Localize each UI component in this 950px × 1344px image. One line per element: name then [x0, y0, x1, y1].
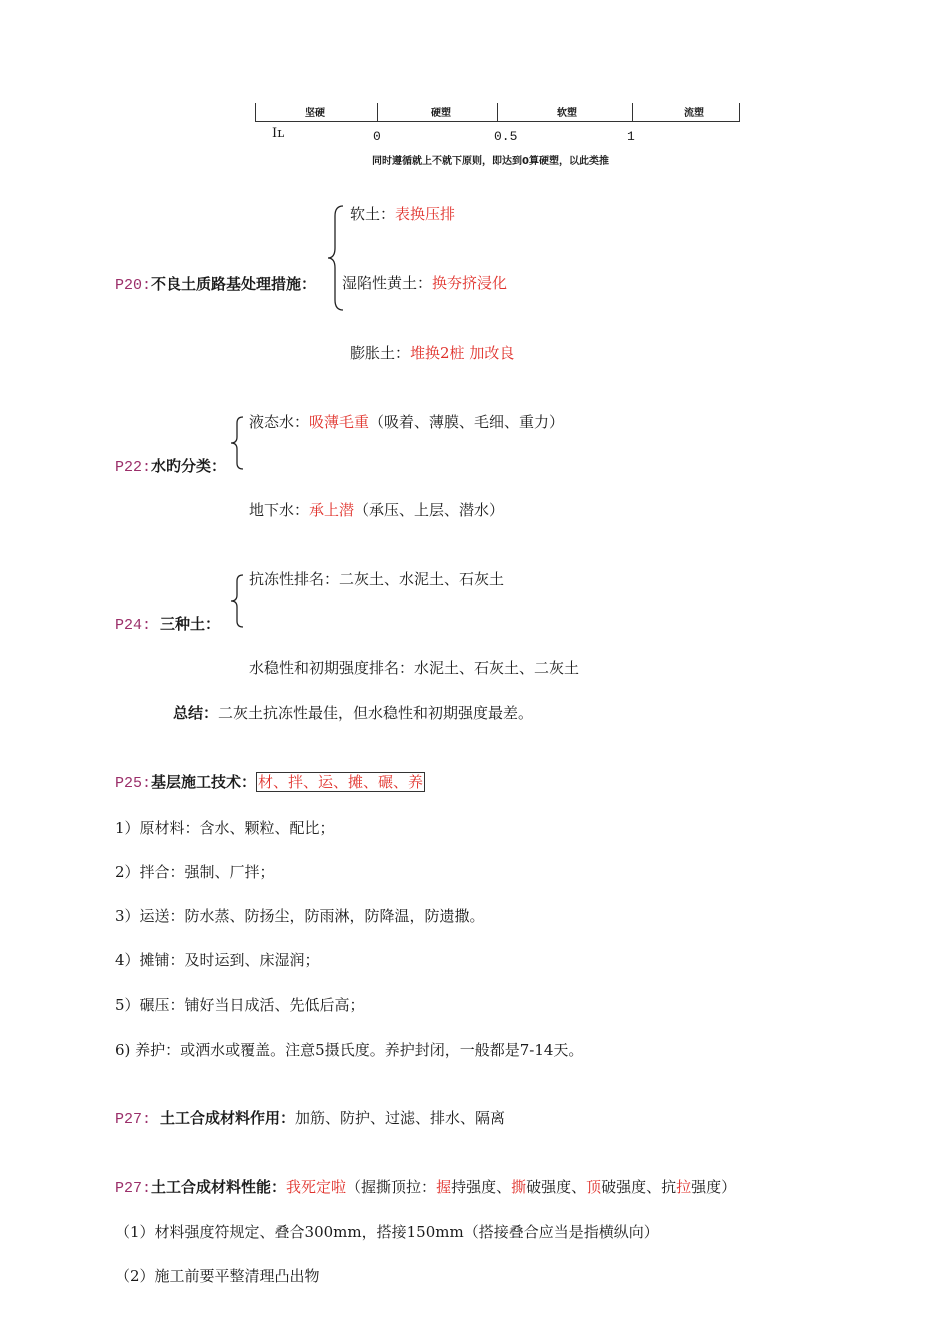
p22-item-ground: 地下水：承上潜（承压、上层、潜水） — [249, 501, 505, 519]
p25-step-3: 3）运送：防水蒸、防扬尘，防雨淋，防降温，防遗撒。 — [115, 907, 485, 925]
scale-tick-05: 0.5 — [494, 129, 518, 144]
p25-step-1: 1）原材料：含水、颗粒、配比； — [115, 819, 335, 837]
p20-item-soft: 软土：表换压排 — [350, 205, 456, 223]
brace-icon — [326, 204, 346, 312]
scale-label-hard: 坚硬 — [305, 108, 325, 119]
scale-label-stiff: 硬塑 — [431, 108, 451, 119]
p27-performance-heading: P27:土工合成材料性能：我死定啦（握撕顶拉：握持强度、撕破强度、顶破强度、抗拉强度） — [115, 1178, 737, 1197]
p25-heading: P25:基层施工技术： 材、拌、运、摊、碾、养 — [115, 773, 424, 792]
p25-step-6: 6) 养护：或洒水或覆盖。注意5摄氏度。养护封闭，一般都是7-14天。 — [115, 1041, 584, 1059]
p24-item-water: 水稳性和初期强度排名：水泥土、石灰土、二灰土 — [249, 659, 580, 677]
p25-step-4: 4）摊铺：及时运到、床湿润； — [115, 951, 320, 969]
p24-item-frost: 抗冻性排名：二灰土、水泥土、石灰土 — [249, 570, 505, 588]
brace-icon — [229, 573, 245, 629]
p27-line-2: （2）施工前要平整清理凸出物 — [115, 1267, 320, 1285]
p27-line-1: （1）材料强度符规定、叠合300mm，搭接150mm（搭接叠合应当是指横纵向） — [115, 1223, 659, 1241]
scale-label-flow: 流塑 — [684, 108, 704, 119]
p20-heading: P20:不良土质路基处理措施： — [115, 275, 317, 294]
p22-heading: P22:水旳分类： — [115, 457, 227, 476]
scale-note: 同时遵循就上不就下原则，即达到0算硬塑，以此类推 — [372, 156, 609, 167]
scale-symbol: Iʟ — [272, 126, 285, 141]
p25-key: 材、拌、运、摊、碾、养 — [258, 773, 424, 791]
scale-label-soft: 软塑 — [557, 108, 577, 119]
p24-heading: P24: 三种土： — [115, 615, 221, 634]
p20-item-loess: 湿陷性黄土：换夯挤浸化 — [342, 274, 508, 292]
scale-tick-0: 0 — [373, 129, 381, 144]
brace-icon — [229, 415, 245, 471]
p24-summary: 总结：二灰土抗冻性最佳，但水稳性和初期强度最差。 — [173, 704, 534, 722]
p25-step-2: 2）拌合：强制、厂拌； — [115, 863, 275, 881]
p25-step-5: 5）碾压：铺好当日成活、先低后高； — [115, 996, 365, 1014]
p27-function-heading: P27: 土工合成材料作用：加筋、防护、过滤、排水、隔离 — [115, 1109, 506, 1128]
p20-item-expansive: 膨胀土：堆换2桩 加改良 — [350, 344, 515, 362]
scale-tick-1: 1 — [627, 129, 635, 144]
p22-item-liquid: 液态水：吸薄毛重（吸着、薄膜、毛细、重力） — [249, 413, 565, 431]
